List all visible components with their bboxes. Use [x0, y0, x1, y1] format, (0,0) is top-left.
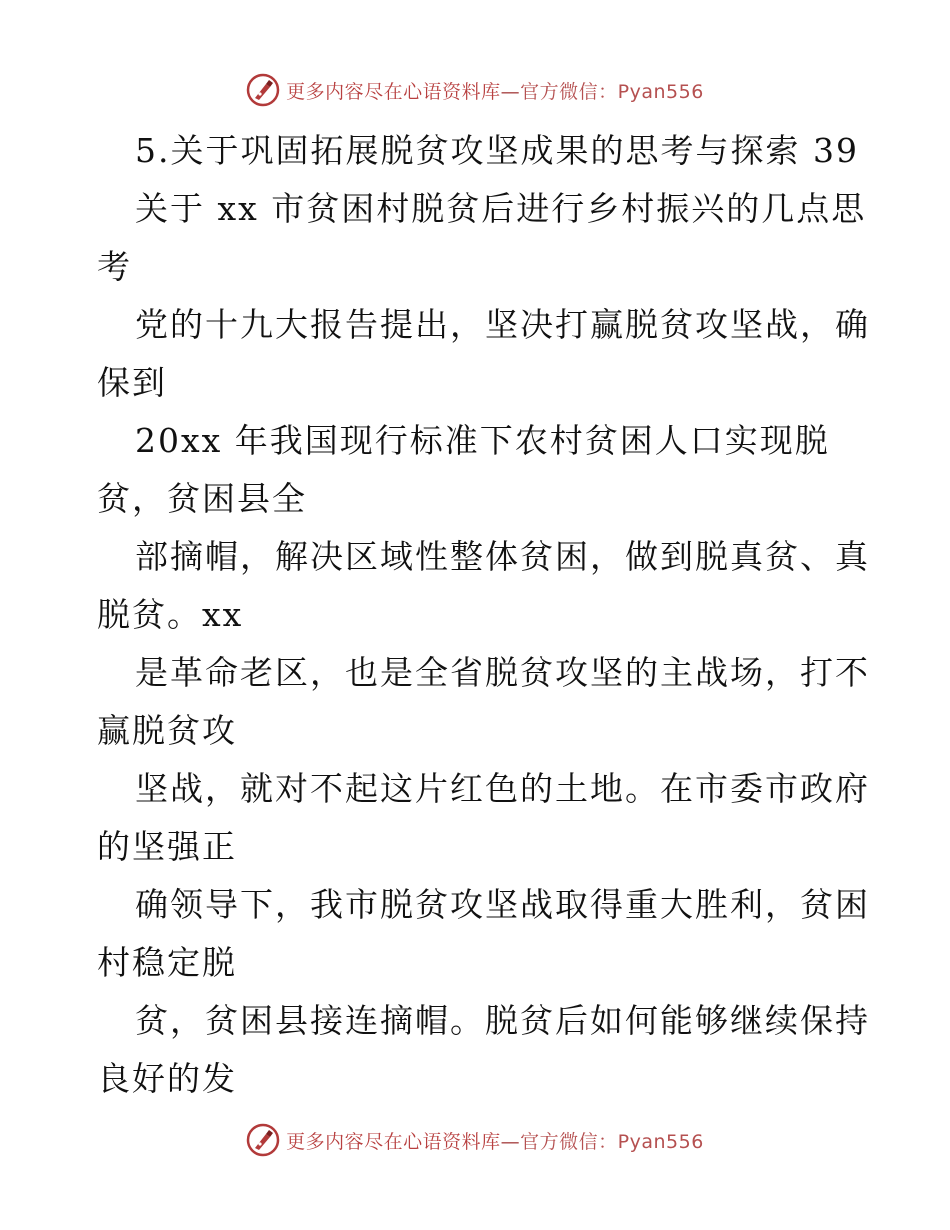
pen-nib-logo-icon: [246, 1123, 280, 1157]
text-line: 考: [97, 247, 132, 286]
text-line: 20xx 年我国现行标准下农村贫困人口实现脱: [135, 421, 830, 460]
text-line: 贫，贫困县接连摘帽。脱贫后如何能够继续保持: [135, 1001, 870, 1040]
text-line: 赢脱贫攻: [97, 711, 237, 750]
watermark-text: [286, 1127, 704, 1154]
text-line: 坚战，就对不起这片红色的土地。在市委市政府: [135, 769, 870, 808]
watermark-brand: 更多内容尽在心语资料库: [286, 1130, 501, 1153]
document-body: [97, 122, 870, 1108]
footer-watermark: [0, 1120, 950, 1160]
text-line: 党的十九大报告提出，坚决打赢脱贫攻坚战，确: [135, 305, 870, 344]
text-line: 是革命老区，也是全省脱贫攻坚的主战场，打不: [135, 653, 870, 692]
watermark-separator: —: [500, 1130, 521, 1153]
watermark-separator: —: [500, 80, 521, 103]
watermark-contact: 官方微信：Pyan556: [520, 80, 704, 103]
text-line: 贫，贫困县全: [97, 479, 307, 518]
text-line: 的坚强正: [97, 827, 237, 866]
text-line: 良好的发: [97, 1059, 237, 1098]
text-line: 部摘帽，解决区域性整体贫困，做到脱真贫、真: [135, 537, 870, 576]
watermark-contact: 官方微信：Pyan556: [520, 1130, 704, 1153]
watermark-brand: 更多内容尽在心语资料库: [286, 80, 501, 103]
text-line: 5.关于巩固拓展脱贫攻坚成果的思考与探索 39: [135, 131, 859, 170]
text-line: 保到: [97, 363, 167, 402]
text-line: 关于 xx 市贫困村脱贫后进行乡村振兴的几点思: [135, 189, 867, 228]
text-line: 村稳定脱: [97, 943, 237, 982]
header-watermark: [0, 70, 950, 110]
pen-nib-logo-icon: [246, 73, 280, 107]
text-line: 脱贫。xx: [97, 595, 244, 634]
watermark-text: [286, 77, 704, 104]
text-line: 确领导下，我市脱贫攻坚战取得重大胜利，贫困: [135, 885, 870, 924]
